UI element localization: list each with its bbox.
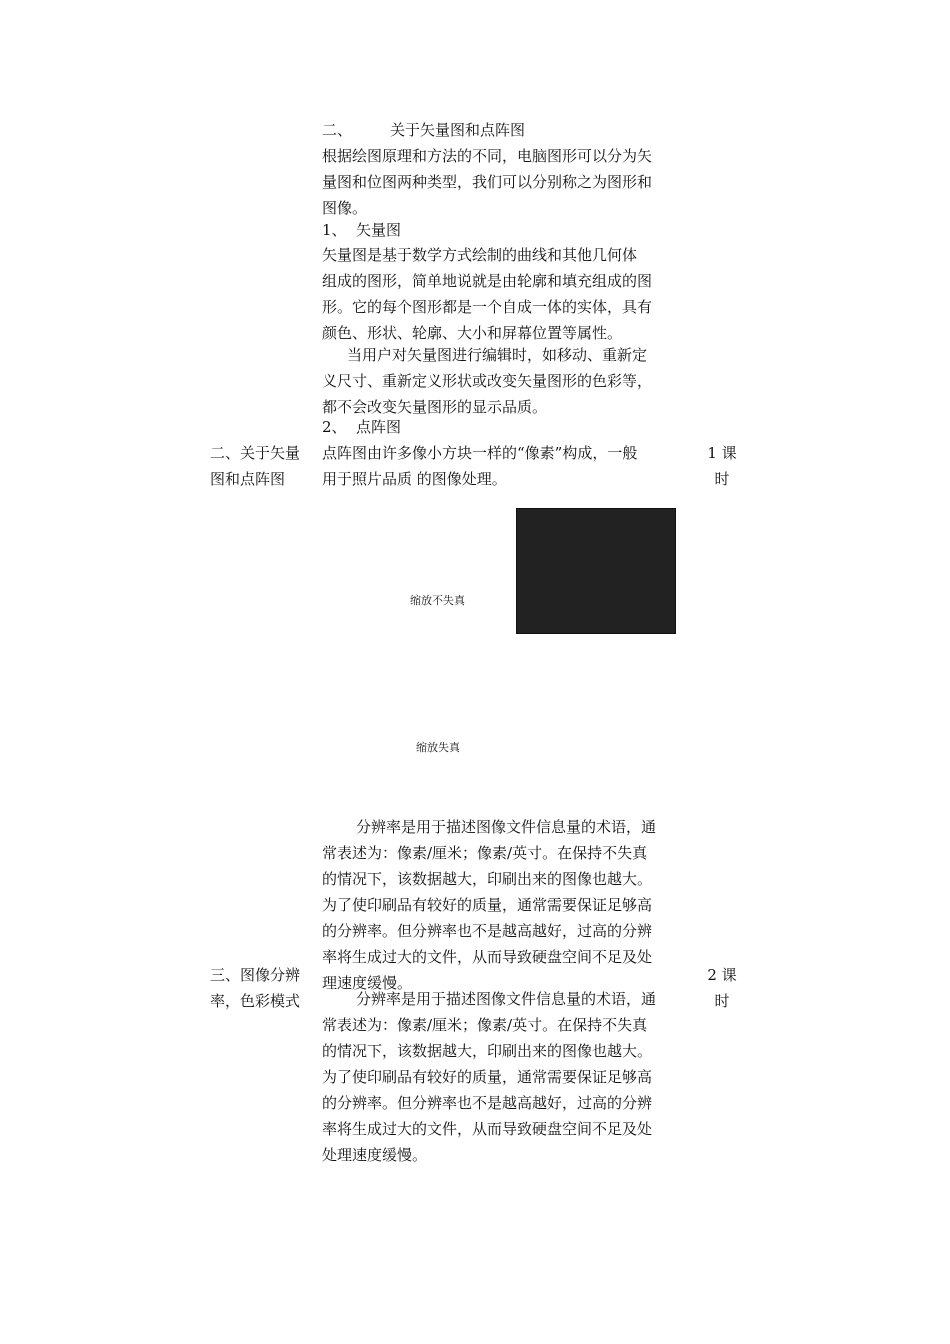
section2-heading: 关于矢量图和点阵图	[390, 121, 526, 139]
edit-line: 当用户对矢量图进行编辑时，如移动、重新定	[347, 346, 648, 364]
section3-paragraph-1	[322, 814, 692, 996]
left-label-line: 三、图像分辨	[210, 966, 301, 984]
section3-left-label	[210, 962, 300, 1014]
bitmap-line: 用于照片品质 的图像处理。	[322, 470, 507, 488]
resolution-line: 率将生成过大的文件，从而导致硬盘空间不足及处	[322, 948, 653, 966]
resolution-line: 分辨率是用于描述图像文件信息量的术语，通	[356, 818, 657, 836]
left-label-line: 图和点阵图	[210, 470, 286, 488]
intro-line: 量图和位图两种类型，我们可以分别称之为图形和	[322, 173, 653, 191]
section2-intro	[322, 143, 692, 221]
resolution-line: 的分辨率。但分辨率也不是越高越好，过高的分辨	[322, 922, 653, 940]
resolution-line: 的分辨率。但分辨率也不是越高越好，过高的分辨	[322, 1094, 653, 1112]
vector-line: 组成的图形，简单地说就是由轮廓和填充组成的图	[322, 272, 653, 290]
vector-edit-paragraph	[322, 342, 692, 420]
edit-line: 义尺寸、重新定义形状或改变矢量图形的色彩等，	[322, 372, 653, 390]
bitmap-description	[322, 440, 692, 492]
resolution-line: 为了使印刷品有较好的质量，通常需要保证足够高	[322, 1068, 653, 1086]
edit-line: 都不会改变矢量图形的显示品质。	[322, 398, 548, 416]
vector-title: 矢量图	[356, 221, 402, 239]
resolution-line: 常表述为：像素/厘米；像素/英寸。在保持不失真	[322, 1016, 648, 1034]
resolution-line: 为了使印刷品有较好的质量，通常需要保证足够高	[322, 896, 653, 914]
bitmap-image	[516, 508, 676, 634]
hours-line: 1 课	[707, 444, 737, 462]
bitmap-line: 点阵图由许多像小方块一样的“像素”构成，一般	[322, 444, 638, 462]
hours-line: 时	[714, 992, 730, 1010]
vector-line: 颜色、形状、轮廓、大小和屏幕位置等属性。	[322, 324, 623, 342]
resolution-line: 率将生成过大的文件，从而导致硬盘空间不足及处	[322, 1120, 653, 1138]
section2-hours	[700, 440, 744, 492]
resolution-line: 常表述为：像素/厘米；像素/英寸。在保持不失真	[322, 844, 648, 862]
vector-line: 形。它的每个图形都是一个自成一体的实体，具有	[322, 298, 653, 316]
section2-left-label	[210, 440, 300, 492]
intro-line: 根据绘图原理和方法的不同，电脑图形可以分为矢	[322, 147, 653, 165]
resolution-line: 分辨率是用于描述图像文件信息量的术语，通	[356, 990, 657, 1008]
intro-line: 图像。	[322, 199, 368, 217]
vector-description	[322, 242, 692, 346]
left-label-line: 率，色彩模式	[210, 992, 301, 1010]
caption-no-distortion: 缩放不失真	[410, 594, 465, 607]
section3-hours	[700, 962, 744, 1014]
resolution-line: 处理速度缓慢。	[322, 1146, 428, 1164]
hours-line: 2 课	[707, 966, 737, 984]
resolution-line: 的情况下，该数据越大，印刷出来的图像也越大。	[322, 870, 653, 888]
left-label-line: 二、关于矢量	[210, 444, 301, 462]
section3-paragraph-2	[322, 986, 692, 1168]
section2-heading-number: 二、	[322, 121, 353, 139]
bitmap-number: 2、	[322, 418, 347, 436]
caption-distortion: 缩放失真	[416, 741, 460, 754]
vector-number: 1、	[322, 221, 347, 239]
resolution-line: 的情况下，该数据越大，印刷出来的图像也越大。	[322, 1042, 653, 1060]
bitmap-title: 点阵图	[356, 418, 402, 436]
resolution-line: 理速度缓慢。	[322, 974, 413, 992]
vector-line: 矢量图是基于数学方式绘制的曲线和其他几何体	[322, 246, 638, 264]
hours-line: 时	[714, 470, 730, 488]
